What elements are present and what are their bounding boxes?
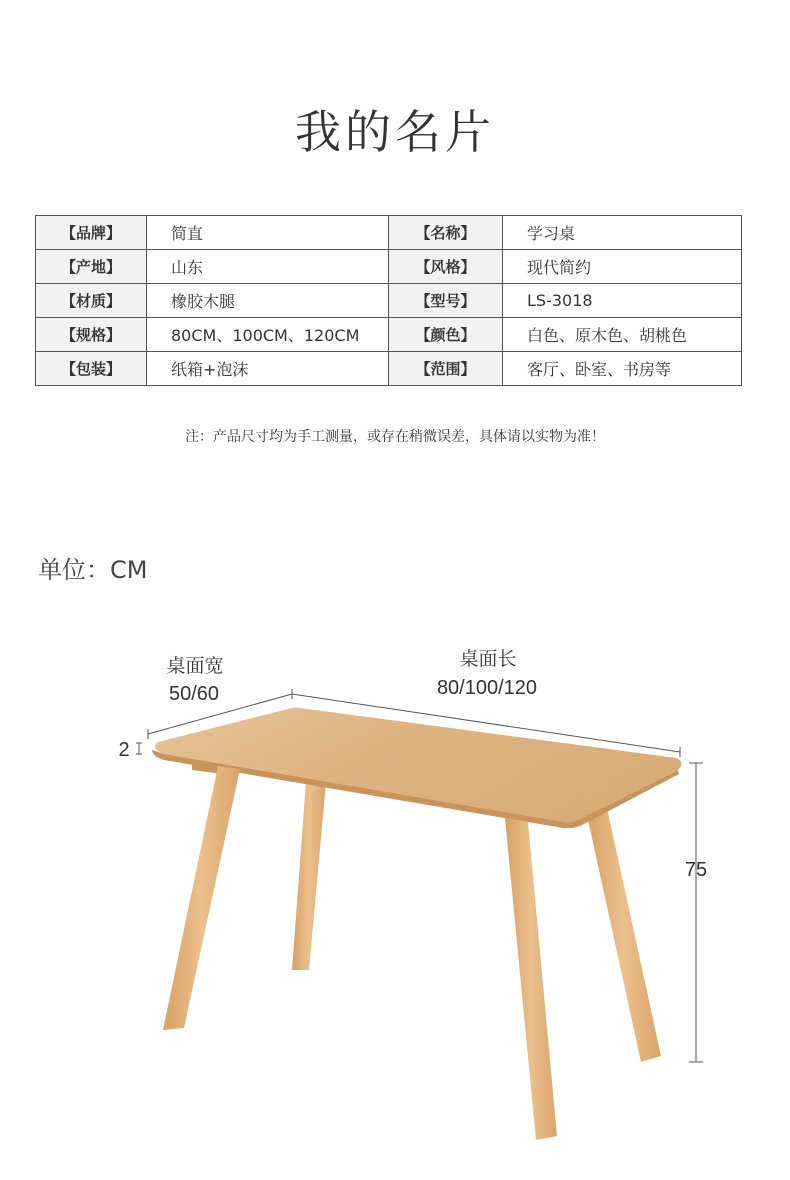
spec-value: 山东 — [147, 250, 389, 284]
spec-value: LS-3018 — [503, 284, 742, 318]
width-value: 50/60 — [168, 683, 220, 705]
width-label: 桌面宽 — [166, 655, 224, 677]
spec-key: 【规格】 — [36, 318, 147, 352]
spec-key: 【型号】 — [389, 284, 503, 318]
desk-leg-front-right — [505, 818, 557, 1140]
spec-value: 简直 — [147, 216, 389, 250]
table-row — [36, 352, 742, 386]
spec-value: 80CM、100CM、120CM — [147, 318, 389, 352]
desk-top — [155, 708, 681, 823]
spec-key: 【品牌】 — [36, 216, 147, 250]
desk-leg-back-right — [585, 806, 661, 1062]
table-row — [36, 284, 742, 318]
spec-value: 白色、原木色、胡桃色 — [503, 318, 742, 352]
spec-value: 客厅、卧室、书房等 — [503, 352, 742, 386]
spec-value: 学习桌 — [503, 216, 742, 250]
spec-key: 【产地】 — [36, 250, 147, 284]
spec-key: 【颜色】 — [389, 318, 503, 352]
table-row — [36, 216, 742, 250]
spec-key: 【风格】 — [389, 250, 503, 284]
spec-value: 纸箱+泡沫 — [147, 352, 389, 386]
table-row — [36, 318, 742, 352]
height-dimension-line — [689, 763, 703, 1062]
thickness-dimension-marker — [136, 743, 142, 754]
unit-label: 单位：CM — [38, 556, 148, 584]
spec-key: 【范围】 — [389, 352, 503, 386]
page-title: 我的名片 — [295, 105, 495, 159]
spec-key: 【名称】 — [389, 216, 503, 250]
spec-key: 【包装】 — [36, 352, 147, 386]
spec-table — [35, 215, 742, 386]
length-label: 桌面长 — [459, 648, 517, 670]
thickness-value: 2 — [118, 739, 130, 761]
table-dimension-diagram — [0, 600, 790, 1180]
length-value: 80/100/120 — [436, 677, 538, 699]
measurement-note: 注：产品尺寸均为手工测量，或存在稍微误差，具体请以实物为准！ — [185, 429, 605, 445]
desk-leg-front-left — [163, 766, 240, 1030]
desk-illustration — [152, 708, 682, 1141]
table-row — [36, 250, 742, 284]
spec-key: 【材质】 — [36, 284, 147, 318]
spec-value: 现代简约 — [503, 250, 742, 284]
height-value: 75 — [684, 859, 708, 881]
desk-leg-back-left — [292, 782, 326, 970]
spec-value: 橡胶木腿 — [147, 284, 389, 318]
